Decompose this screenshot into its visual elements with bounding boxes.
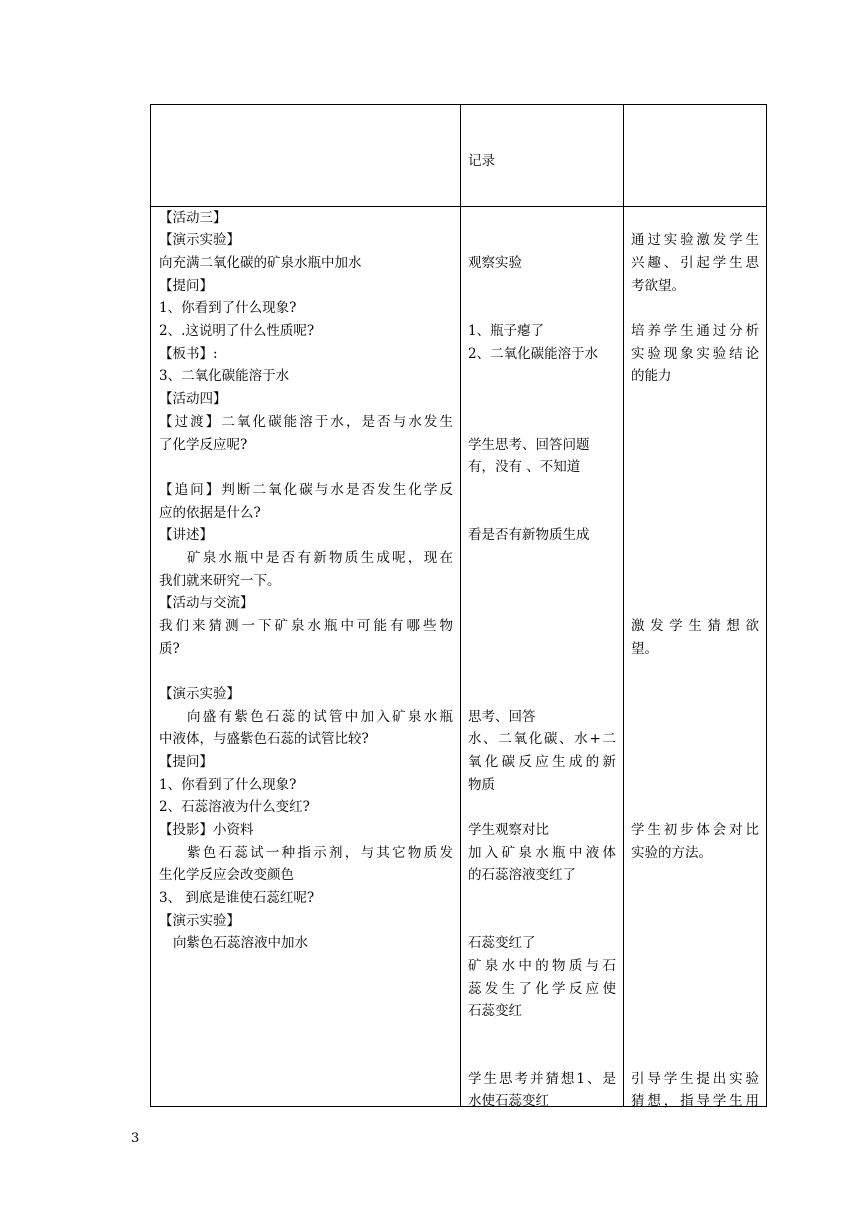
column-divider-1 bbox=[460, 105, 461, 1106]
text-line: 【追问】判断二氧化碳与水是否发生化学反 bbox=[159, 482, 453, 498]
text-line: 质? bbox=[159, 641, 180, 657]
text-line: 【讲述】 bbox=[159, 527, 213, 543]
text-line: 【提问】 bbox=[159, 754, 213, 770]
text-line: 实验现象实验结论 bbox=[631, 346, 759, 362]
text-line: 石蕊变红了 bbox=[468, 935, 536, 951]
lesson-table bbox=[150, 104, 767, 1107]
text-line: 学生观察对比 bbox=[468, 822, 549, 838]
text-line: 氧化碳反应生成的新 bbox=[468, 754, 616, 770]
text-line: 紫色石蕊试一种指示剂，与其它物质发 bbox=[187, 845, 453, 861]
text-line: 加入矿泉水瓶中液体 bbox=[468, 845, 616, 861]
text-line: 兴趣、引起学生思 bbox=[631, 255, 759, 271]
text-line: 望。 bbox=[631, 641, 658, 657]
text-line: 实验的方法。 bbox=[631, 845, 712, 861]
text-line: 的石蕊溶液变红了 bbox=[468, 867, 576, 883]
text-line: 应的依据是什么? bbox=[159, 505, 261, 521]
column-divider-2 bbox=[623, 105, 624, 1106]
text-line: 3、 到底是谁使石蕊红呢? bbox=[159, 890, 315, 906]
text-line: 【演示实验】 bbox=[159, 232, 240, 248]
text-line: 1、瓶子瘪了 bbox=[468, 323, 545, 339]
text-line: 观察实验 bbox=[468, 255, 522, 271]
text-line: 向紫色石蕊溶液中加水 bbox=[173, 935, 308, 951]
text-line: 猜想，指导学生用 bbox=[631, 1093, 759, 1109]
text-line: 学生思考并猜想1、是 bbox=[468, 1071, 616, 1087]
text-line: 中液体，与盛紫色石蕊的试管比较? bbox=[159, 731, 369, 747]
text-line: 【演示实验】 bbox=[159, 686, 240, 702]
text-line: 石蕊变红 bbox=[468, 1003, 522, 1019]
text-line: 矿泉水瓶中是否有新物质生成呢，现在 bbox=[187, 550, 453, 566]
text-line: 蕊发生了化学反应使 bbox=[468, 981, 616, 997]
text-line: 生化学反应会改变颜色 bbox=[159, 867, 294, 883]
text-line: 2、二氧化碳能溶于水 bbox=[468, 346, 599, 362]
text-line: 3、二氧化碳能溶于水 bbox=[159, 368, 290, 384]
text-line: 通过实验激发学生 bbox=[631, 232, 759, 248]
text-line: 物质 bbox=[468, 777, 495, 793]
text-line: 【板书】: bbox=[159, 346, 218, 362]
text-line: 【活动与交流】 bbox=[159, 595, 254, 611]
text-line: 【活动三】 bbox=[159, 210, 227, 226]
text-line: 有，没有 、不知道 bbox=[468, 459, 581, 475]
text-line: 2、石蕊溶液为什么变红? bbox=[159, 799, 310, 815]
text-line: 学生初步体会对比 bbox=[631, 822, 759, 838]
text-line: 【演示实验】 bbox=[159, 913, 240, 929]
text-line: 思考、回答 bbox=[468, 709, 536, 725]
text-line: 引导学生提出实验 bbox=[631, 1071, 759, 1087]
text-line: 向盛有紫色石蕊的试管中加入矿泉水瓶 bbox=[187, 709, 453, 725]
text-line: 向充满二氧化碳的矿泉水瓶中加水 bbox=[159, 255, 362, 271]
text-line: 考欲望。 bbox=[631, 278, 685, 294]
text-line: 的能力 bbox=[631, 368, 672, 384]
text-line: 我们来猜测一下矿泉水瓶中可能有哪些物 bbox=[159, 618, 453, 634]
text-line: 2、.这说明了什么性质呢? bbox=[159, 323, 315, 339]
text-line: 学生思考、回答问题 bbox=[468, 437, 590, 453]
text-line: 了化学反应呢? bbox=[159, 437, 248, 453]
text-line: 我们就来研究一下。 bbox=[159, 573, 281, 589]
header-record-label: 记录 bbox=[468, 153, 495, 169]
text-line: 1、你看到了什么现象? bbox=[159, 300, 297, 316]
text-line: 看是否有新物质生成 bbox=[468, 527, 590, 543]
text-line: 培养学生通过分析 bbox=[631, 323, 759, 339]
text-line: 【活动四】 bbox=[159, 391, 227, 407]
text-line: 【提问】 bbox=[159, 278, 213, 294]
header-divider bbox=[151, 206, 766, 207]
text-line: 【投影】小资料 bbox=[159, 822, 254, 838]
text-line: 矿泉水中的物质与石 bbox=[468, 958, 616, 974]
text-line: 1、你看到了什么现象? bbox=[159, 777, 297, 793]
text-line: 【过渡】二氧化碳能溶于水，是否与水发生 bbox=[159, 414, 453, 430]
text-line: 水、二氧化碳、水+二 bbox=[468, 731, 616, 747]
text-line: 激发学生猜想欲 bbox=[631, 618, 759, 634]
page-number: 3 bbox=[131, 1131, 140, 1146]
text-line: 水使石蕊变红 bbox=[468, 1093, 549, 1109]
